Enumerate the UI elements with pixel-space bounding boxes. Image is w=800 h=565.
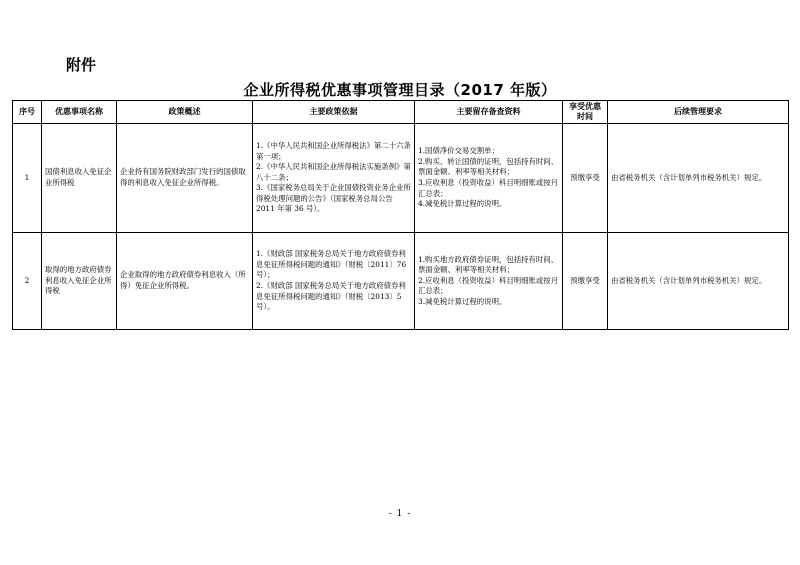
header-materials: 主要留存备查资料: [415, 101, 563, 124]
preference-catalog-table: [12, 100, 789, 330]
header-num: 序号: [13, 101, 42, 124]
header-time: 享受优惠时间: [563, 101, 608, 124]
material-item: 2.购买、转让国债的证明，包括持有时间、票面金额、利率等相关材料；: [418, 156, 559, 177]
basis-item: 2.《中华人民共和国企业所得税法实施条例》第八十二条；: [256, 162, 411, 182]
row-time: 预缴享受: [563, 124, 608, 233]
header-name: 优惠事项名称: [42, 101, 117, 124]
row-num: 2: [13, 233, 42, 330]
header-summary: 政策概述: [117, 101, 253, 124]
basis-item: 2.《财政部 国家税务总局关于地方政府债券利息免征所得税问题的通知》（财税〔2013〕5 号）。: [256, 281, 406, 312]
row-followup: 由省税务机关（含计划单列市税务机关）规定。: [608, 124, 789, 233]
row-basis: [253, 124, 415, 233]
material-item: 1.国债净价交易交割单；: [418, 146, 499, 156]
material-item: 4.减免税计算过程的说明。: [418, 199, 507, 209]
header-basis: 主要政策依据: [253, 101, 415, 124]
basis-item: 3.《国家税务总局关于企业国债投资业务企业所得税处理问题的公告》（国家税务总局公告 2011 年第 36 号）。: [256, 183, 411, 214]
row-basis: [253, 233, 415, 330]
row-name: 国债利息收入免征企业所得税: [42, 124, 117, 233]
material-item: 3.减免税计算过程的说明。: [418, 296, 507, 306]
document-title: 企业所得税优惠事项管理目录（2017 年版）: [243, 81, 557, 99]
row-followup: 由省税务机关（含计划单列市税务机关）规定。: [608, 233, 789, 330]
basis-item: 1.《财政部 国家税务总局关于地方政府债券利息免征所得税问题的通知》（财税〔2011〕76 号）；: [256, 249, 407, 280]
attachment-label: 附件: [66, 56, 97, 74]
row-summary: 企业持有国务院财政部门发行的国债取得的利息收入免征企业所得税。: [117, 124, 253, 233]
material-item: 2.应收利息（投资收益）科目明细账或按月汇总表；: [418, 275, 559, 296]
page-number: - 1 -: [388, 509, 412, 519]
basis-item: 1.《中华人民共和国企业所得税法》第二十六条第一项；: [256, 140, 411, 161]
row-name: 取得的地方政府债券利息收入免征企业所得税: [42, 233, 117, 330]
header-followup: 后续管理要求: [608, 101, 789, 124]
row-materials: [415, 233, 563, 330]
table-row: [13, 124, 789, 233]
row-num: 1: [13, 124, 42, 233]
material-item: 1.购买地方政府债券证明，包括持有时间、票面金额、利率等相关材料；: [418, 254, 559, 275]
row-summary: 企业取得的地方政府债券利息收入（所得）免征企业所得税。: [117, 233, 253, 330]
row-materials: [415, 124, 563, 233]
table-row: [13, 233, 789, 330]
table-header-row: [13, 101, 789, 124]
material-item: 3.应收利息（投资收益）科目明细账或按月汇总表；: [418, 178, 559, 198]
row-time: 预缴享受: [563, 233, 608, 330]
